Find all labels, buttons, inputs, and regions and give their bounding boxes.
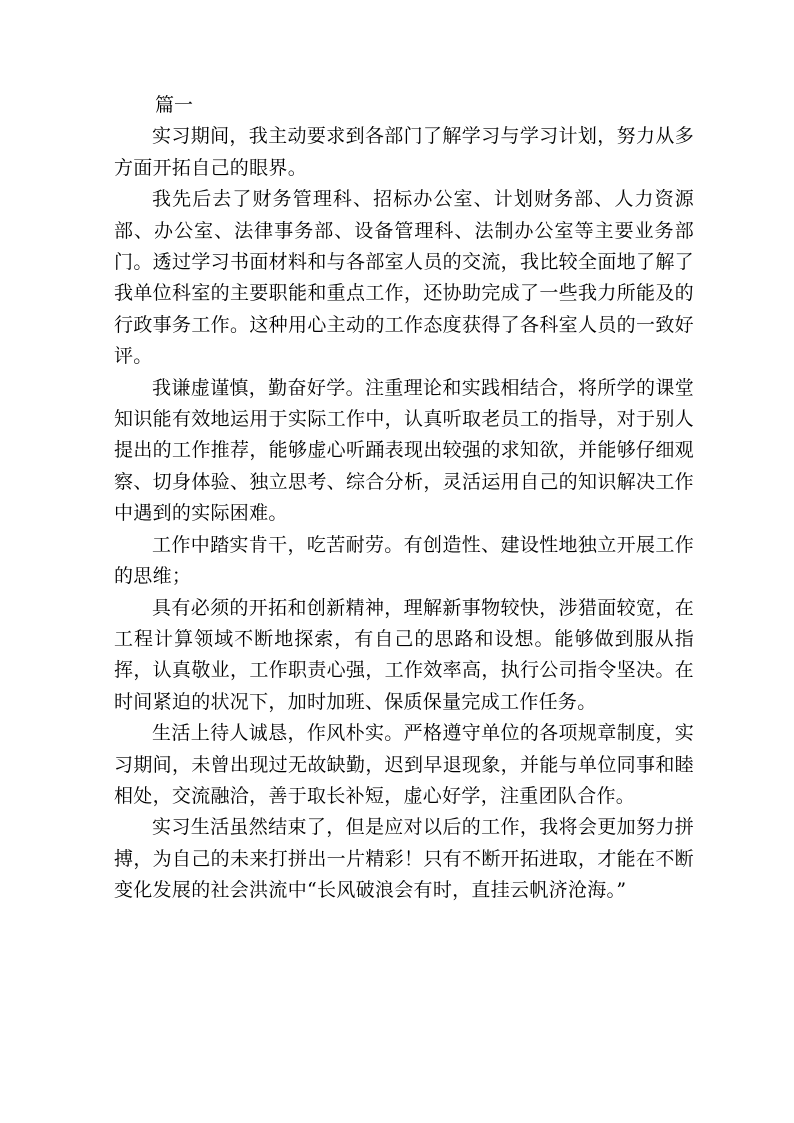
paragraph-3: 我谦虚谨慎，勤奋好学。注重理论和实践相结合，将所学的课堂知识能有效地运用于实际工作中，认真听取老员工的指导，对于别人提出的工作推荐，能够虚心听踊表现出较强的求知欲，并能够仔细观察、切身体验、独立思考、综合分析，灵活运用自己的知识解决工作中遇到的实际困难。 [114, 376, 694, 525]
paragraph-6: 生活上待人诚恳，作风朴实。严格遵守单位的各项规章制度，实习期间，未曾出现过无故缺勤，迟到早退现象，并能与单位同事和睦相处，交流融洽，善于取长补短，虚心好学，注重团队合作。 [114, 722, 694, 807]
document-heading: 篇一 [155, 94, 194, 116]
paragraph-7: 实习生活虽然结束了，但是应对以后的工作，我将会更加努力拼搏，为自己的未来打拼出一片精彩！只有不断开拓进取，才能在不断变化发展的社会洪流中“长风破浪会有时，直挂云帆济沧海。” [114, 816, 694, 902]
paragraph-1: 实习期间，我主动要求到各部门了解学习与学习计划，努力从多方面开拓自己的眼界。 [114, 125, 694, 179]
paragraph-5: 具有必须的开拓和创新精神，理解新事物较快，涉猎面较宽，在工程计算领域不断地探索，有自己的思路和设想。能够做到服从指挥，认真敬业，工作职责心强，工作效率高，执行公司指令坚决。在时间紧迫的状况下，加时加班、保质保量完成工作任务。 [114, 596, 694, 713]
document-page [114, 90, 694, 907]
paragraph-4: 工作中踏实肯干，吃苦耐劳。有创造性、建设性地独立开展工作的思维； [114, 533, 694, 588]
paragraph-2: 我先后去了财务管理科、招标办公室、计划财务部、人力资源部、办公室、法律事务部、设备管理科、法制办公室等主要业务部门。透过学习书面材料和与各部室人员的交流，我比较全面地了解了我单位科室的主要职能和重点工作，还协助完成了一些我力所能及的行政事务工作。这种用心主动的工作态度获得了各科室人员的一致好评。 [114, 188, 694, 368]
